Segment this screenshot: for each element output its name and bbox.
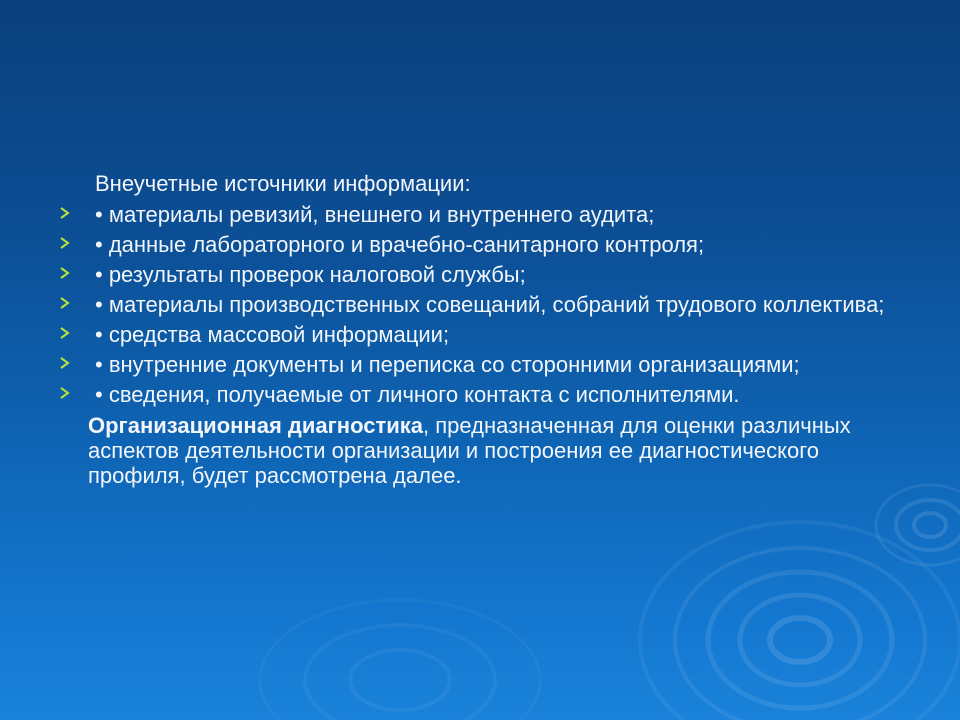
list-item [58, 382, 918, 407]
list-item [58, 352, 918, 377]
chevron-right-icon [58, 296, 72, 310]
chevron-right-icon [58, 356, 72, 370]
list-item-text: • материалы ревизий, внешнего и внутреннего аудита; [95, 202, 655, 227]
list-item [58, 202, 918, 227]
list-item [58, 232, 918, 257]
list-item [58, 322, 918, 347]
bullet-list [58, 202, 918, 407]
list-item-text: • сведения, получаемые от личного контакта с исполнителями. [95, 382, 740, 407]
chevron-right-icon [58, 206, 72, 220]
chevron-right-icon [58, 386, 72, 400]
list-item [58, 292, 918, 317]
list-item-text: • материалы производственных совещаний, собраний трудового коллектива; [95, 292, 885, 317]
list-item-text: • результаты проверок налоговой службы; [95, 262, 526, 287]
list-item-text: • данные лабораторного и врачебно-санитарного контроля; [95, 232, 705, 257]
slide-content [58, 170, 918, 488]
paragraph-bold-term: Организационная диагностика [88, 413, 423, 438]
list-item [58, 262, 918, 287]
slide-heading: Внеучетные источники информации: [95, 171, 471, 196]
closing-paragraph [88, 413, 918, 488]
list-item-text: • средства массовой информации; [95, 322, 450, 347]
chevron-right-icon [58, 266, 72, 280]
list-item-text: • внутренние документы и переписка со сторонними организациями; [95, 352, 800, 377]
paragraph-text: , предназначенная для оценки различных аспектов деятельности организации и построения ее диагностического профиля, будет рассмотрена далее. [88, 413, 851, 488]
chevron-right-icon [58, 326, 72, 340]
chevron-right-icon [58, 236, 72, 250]
